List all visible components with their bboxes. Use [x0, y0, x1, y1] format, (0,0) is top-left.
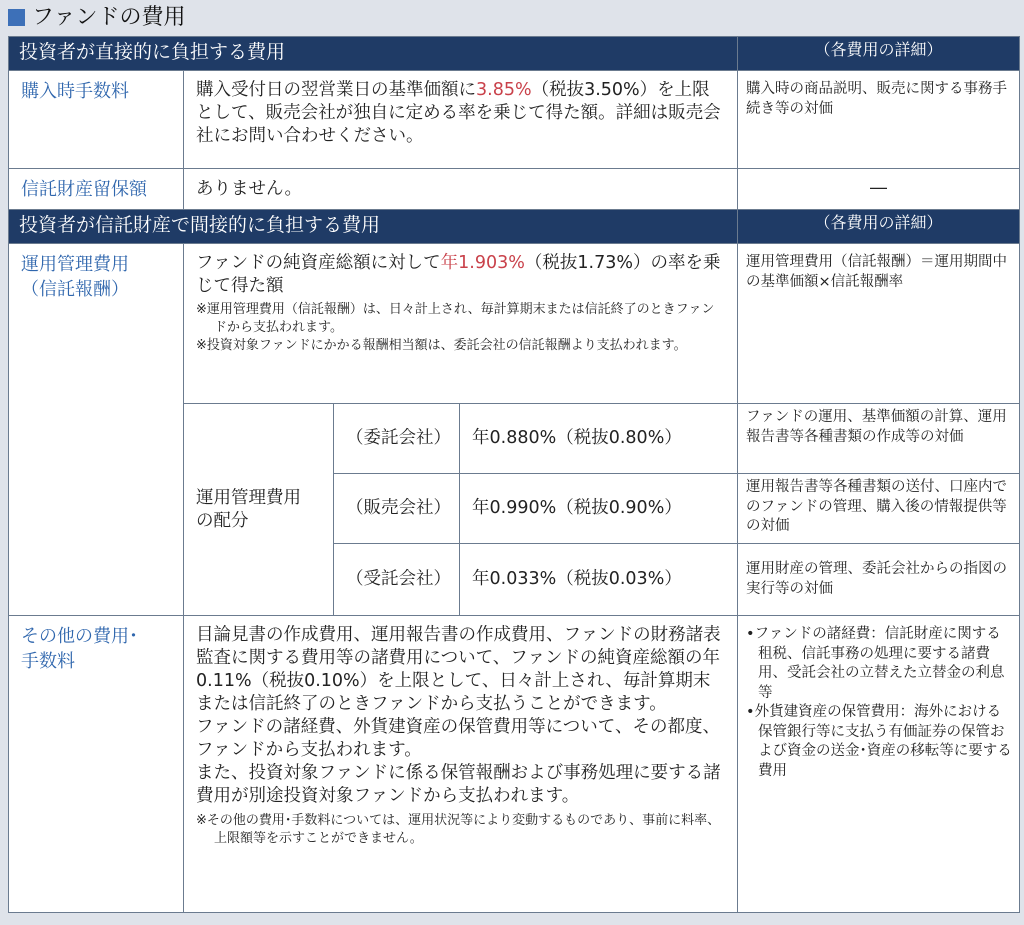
reserve-description: ありません。 — [184, 169, 738, 210]
fee-table — [8, 36, 1020, 913]
other-fees-detail — [738, 616, 1020, 913]
table-row-reserve — [9, 169, 1020, 210]
other-fees-label-line1: その他の費用･ — [21, 626, 138, 647]
allocation-detail: ファンドの運用、基準価額の計算、運用報告書等各種書類の作成等の対価 — [738, 404, 1020, 474]
management-fee-rate: 年1.903% — [440, 253, 525, 273]
purchase-fee-detail: 購入時の商品説明、販売に関する事務手続き等の対価 — [738, 71, 1020, 169]
management-fee-note-2: ※投資対象ファンドにかかる報酬相当額は、委託会社の信託報酬より支払われます。 — [196, 338, 687, 353]
management-fee-label — [9, 244, 184, 616]
purchase-fee-description — [184, 71, 738, 169]
purchase-fee-desc-after: （税抜3.50%）を上限として、販売会社が独自に定める率を乗じて得た額。詳細は販売会社にお問い合わせください。 — [196, 80, 721, 146]
allocation-detail: 運用財産の管理、委託会社からの指図の実行等の対価 — [738, 544, 1020, 616]
management-fee-description — [184, 244, 738, 404]
allocation-detail: 運用報告書等各種書類の送付、口座内でのファンドの管理、購入後の情報提供等の対価 — [738, 474, 1020, 544]
management-fee-desc-before: ファンドの純資産総額に対して — [196, 253, 441, 273]
allocation-rate: 年0.990%（税抜0.90%） — [460, 474, 738, 544]
section2-header — [9, 210, 1020, 244]
section1-title: 投資者が直接的に負担する費用 — [9, 37, 738, 71]
allocation-rate: 年0.033%（税抜0.03%） — [460, 544, 738, 616]
table-row-management-fee — [9, 244, 1020, 404]
page-title-bar — [0, 0, 1024, 36]
other-fees-paragraph: ファンドの諸経費、外貨建資産の保管費用等について、その都度、ファンドから支払われます。 — [196, 717, 720, 760]
other-fees-note: ※その他の費用･手数料については、運用状況等により変動するものであり、事前に料率、上限額等を示すことができません。 — [196, 813, 721, 846]
reserve-detail: ― — [738, 169, 1020, 210]
list-item: •外貨建資産の保管費用：海外における保管銀行等に支払う有価証券の保管および資金の送金･資産の移転等に要する費用 — [746, 704, 1012, 779]
purchase-fee-rate: 3.85% — [476, 80, 532, 100]
allocation-party: （販売会社） — [334, 474, 460, 544]
section2-title: 投資者が信託財産で間接的に負担する費用 — [9, 210, 738, 244]
management-fee-detail: 運用管理費用（信託報酬）＝運用期間中の基準価額×信託報酬率 — [738, 244, 1020, 404]
management-fee-label-line1: 運用管理費用 — [21, 254, 129, 275]
list-item: •ファンドの諸経費：信託財産に関する租税、信託事務の処理に要する諸費用、受託会社の立替えた立替金の利息等 — [746, 626, 1005, 701]
other-fees-paragraph: また、投資対象ファンドに係る保管報酬および事務処理に要する諸費用が別途投資対象ファンドから支払われます。 — [196, 763, 721, 806]
section1-detail-header: （各費用の詳細） — [738, 37, 1020, 71]
reserve-label: 信託財産留保額 — [9, 169, 184, 210]
management-fee-note-1: ※運用管理費用（信託報酬）は、日々計上され、毎計算期末または信託終了のときファンドから支払われます。 — [196, 302, 715, 335]
management-fee-label-line2: （信託報酬） — [21, 279, 129, 300]
table-row-other-fees — [9, 616, 1020, 913]
purchase-fee-label: 購入時手数料 — [9, 71, 184, 169]
management-fee-desc — [196, 252, 727, 298]
allocation-party: （委託会社） — [334, 404, 460, 474]
other-fees-paragraph: 目論見書の作成費用、運用報告書の作成費用、ファンドの財務諸表監査に関する費用等の諸費用について、ファンドの純資産総額の年0.11%（税抜0.10%）を上限として、日々計上され、毎計算期末または信託終了のときファンドから支払うことができます。 — [196, 625, 721, 714]
allocation-label — [184, 404, 334, 616]
management-fee-desc-after: （税抜1.73%）の率を乗じて得た額 — [196, 253, 721, 296]
page-title: ファンドの費用 — [32, 5, 186, 30]
other-fees-label — [9, 616, 184, 913]
other-fees-description — [184, 616, 738, 913]
allocation-party: （受託会社） — [334, 544, 460, 616]
section1-header — [9, 37, 1020, 71]
section2-detail-header: （各費用の詳細） — [738, 210, 1020, 244]
square-icon — [8, 9, 25, 26]
table-row-purchase-fee — [9, 71, 1020, 169]
allocation-label-line1: 運用管理費用 — [196, 487, 301, 508]
allocation-label-line2: の配分 — [196, 510, 249, 531]
allocation-rate: 年0.880%（税抜0.80%） — [460, 404, 738, 474]
other-fees-label-line2: 手数料 — [21, 651, 75, 672]
purchase-fee-desc-before: 購入受付日の翌営業日の基準価額に — [196, 80, 476, 100]
